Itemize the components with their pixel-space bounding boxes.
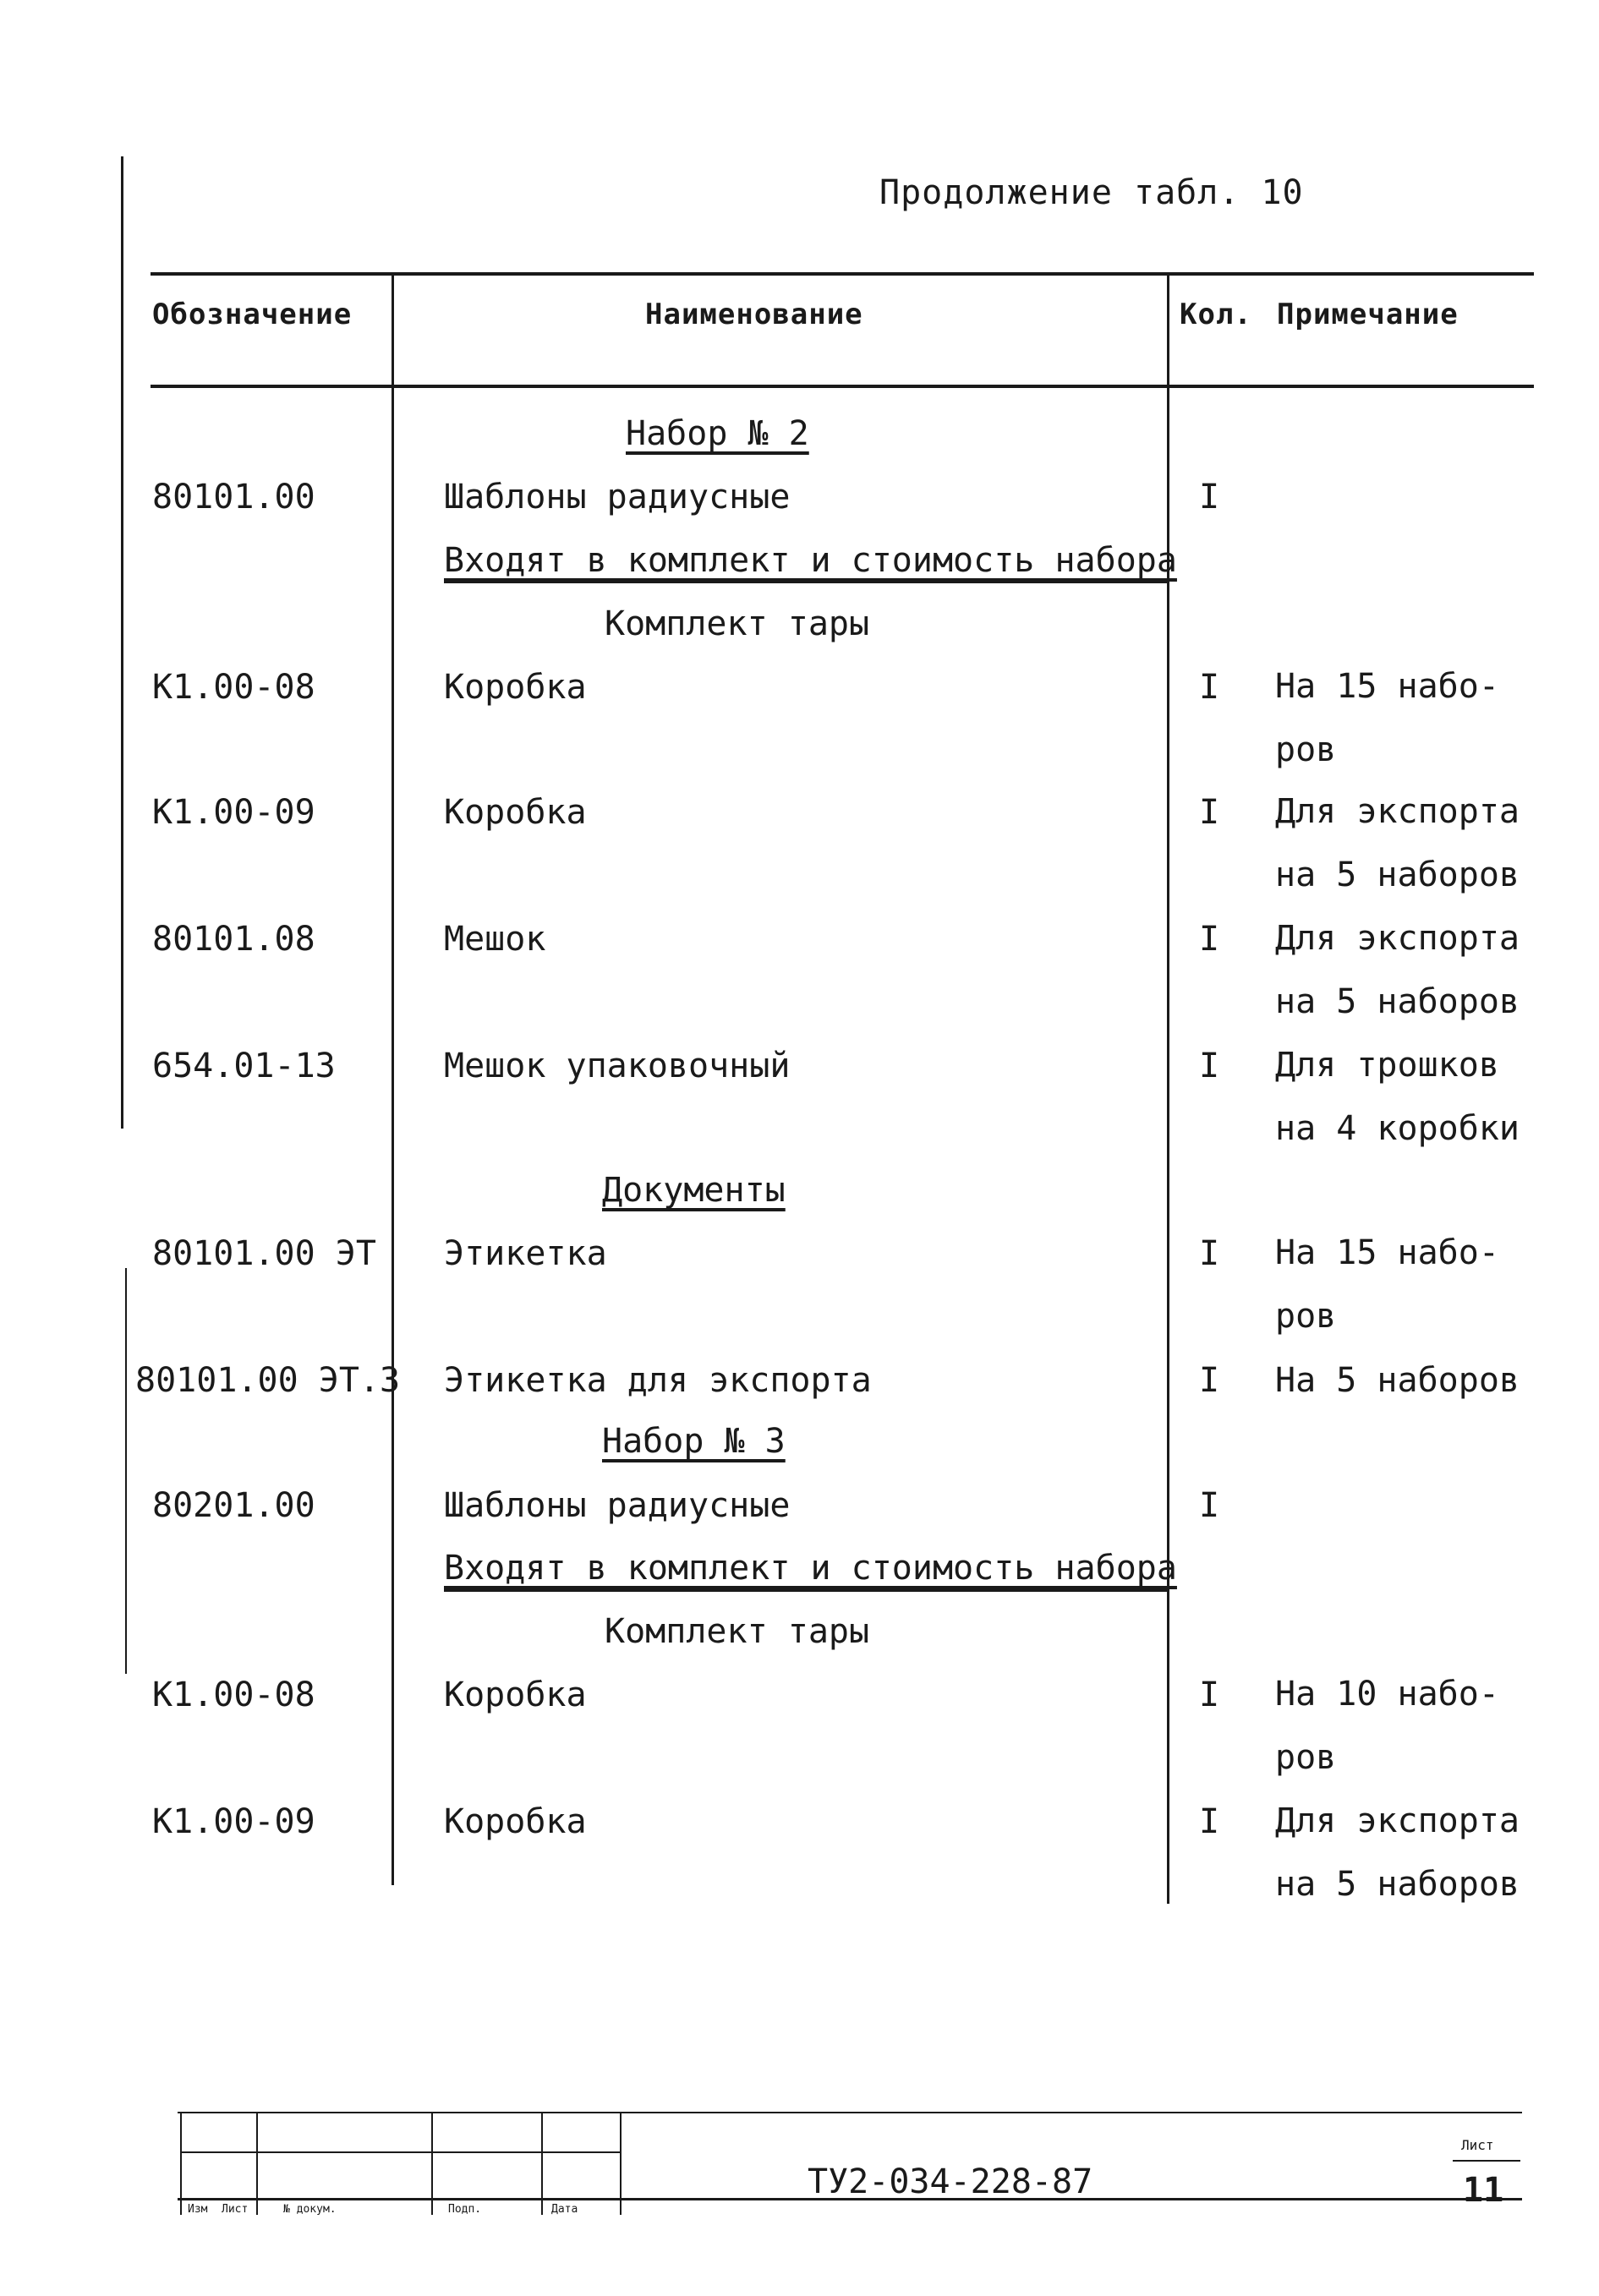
table-cell-code: K1.00-09	[152, 1802, 315, 1841]
table-cell-note: На 15 набо- ров	[1275, 667, 1499, 769]
table-cell-code: K1.00-08	[152, 1676, 315, 1714]
table-cell-name: Коробка	[444, 1802, 587, 1841]
stamp-top-rule	[178, 2112, 1522, 2113]
included-underline	[444, 1589, 1169, 1592]
table-cell-code: 80101.00	[152, 478, 315, 517]
table-cell-name: Мешок	[444, 920, 546, 959]
table-cell-qty: I	[1199, 1676, 1220, 1714]
binding-rule	[125, 1268, 127, 1674]
table-cell-name: Мешок упаковочный	[444, 1047, 791, 1085]
header-bottom-rule	[151, 385, 1534, 388]
stamp-col-label: № докум.	[283, 2203, 337, 2216]
table-cell-name: Шаблоны радиусные	[444, 478, 791, 517]
table-continuation-label: Продолжение табл. 10	[879, 173, 1304, 212]
table-cell-name: Коробка	[444, 793, 587, 832]
table-cell-code: 654.01-13	[152, 1047, 336, 1085]
document-code: ТУ2-034-228-87	[808, 2162, 1093, 2201]
table-cell-code: 80101.00 ЭТ	[152, 1234, 376, 1273]
stamp-col-line	[431, 2113, 433, 2215]
column-header-note: Примечание	[1277, 298, 1459, 331]
stamp-col-label: Лист	[222, 2203, 249, 2216]
table-cell-name: Коробка	[444, 1676, 587, 1714]
left-margin-rule	[121, 156, 123, 1129]
col-divider-2	[1167, 272, 1169, 1904]
table-cell-qty: I	[1199, 920, 1220, 959]
table-cell-note: На 15 набо- ров	[1275, 1233, 1499, 1336]
table-cell-note: Для экспорта на 5 наборов	[1275, 792, 1520, 894]
packaging-subheading: Комплект тары	[605, 1612, 870, 1651]
table-cell-note: На 10 набо- ров	[1275, 1675, 1499, 1777]
table-cell-qty: I	[1199, 793, 1220, 832]
stamp-col-line	[541, 2113, 543, 2215]
table-cell-note: Для экспорта на 5 наборов	[1275, 1801, 1520, 1904]
stamp-col-line	[620, 2113, 622, 2215]
table-cell-code: 80201.00	[152, 1486, 315, 1525]
stamp-col-label: Подп.	[448, 2203, 482, 2216]
table-cell-name: Этикетка для экспорта	[444, 1361, 872, 1400]
stamp-col-label: Дата	[551, 2203, 578, 2216]
included-in-set-label: Входят в комплект и стоимость набора	[444, 1549, 1177, 1588]
table-cell-note: Для экспорта на 5 наборов	[1275, 919, 1520, 1021]
sheet-label: Лист	[1461, 2137, 1494, 2153]
table-top-rule	[151, 272, 1534, 276]
table-cell-qty: I	[1199, 1047, 1220, 1085]
stamp-col-label: Изм	[188, 2203, 208, 2216]
table-cell-qty: I	[1199, 478, 1220, 517]
column-header-code: Обозначение	[152, 298, 353, 331]
table-cell-code: 80101.08	[152, 920, 315, 959]
table-cell-code: K1.00-08	[152, 668, 315, 707]
sheet-number: 11	[1463, 2171, 1504, 2210]
stamp-col-line	[180, 2113, 182, 2215]
table-cell-note: Для трошков на 4 коробки	[1275, 1046, 1520, 1148]
column-header-qty: Кол.	[1180, 298, 1252, 331]
included-underline	[444, 581, 1169, 583]
table-cell-name: Этикетка	[444, 1234, 607, 1273]
included-in-set-label: Входят в комплект и стоимость набора	[444, 541, 1177, 580]
table-cell-name: Шаблоны радиусные	[444, 1486, 791, 1525]
stamp-sheet-rule	[1453, 2160, 1520, 2162]
table-cell-qty: I	[1199, 1234, 1220, 1273]
col-divider-1	[392, 272, 394, 1885]
table-cell-qty: I	[1199, 668, 1220, 707]
table-cell-code: K1.00-09	[152, 793, 315, 832]
section-heading-docs: Документы	[602, 1171, 786, 1210]
section-heading-set3: Набор № 3	[602, 1422, 786, 1461]
column-header-name: Наименование	[645, 298, 863, 331]
table-cell-note: На 5 наборов	[1275, 1361, 1520, 1400]
table-cell-code: 80101.00 ЭТ.3	[135, 1361, 401, 1400]
stamp-col-line	[256, 2113, 258, 2215]
stamp-inner-rule	[182, 2151, 620, 2153]
table-cell-qty: I	[1199, 1486, 1220, 1525]
table-cell-qty: I	[1199, 1361, 1220, 1400]
table-cell-name: Коробка	[444, 668, 587, 707]
section-heading-set2: Набор № 2	[626, 414, 809, 453]
packaging-subheading: Комплект тары	[605, 604, 870, 643]
table-cell-qty: I	[1199, 1802, 1220, 1841]
